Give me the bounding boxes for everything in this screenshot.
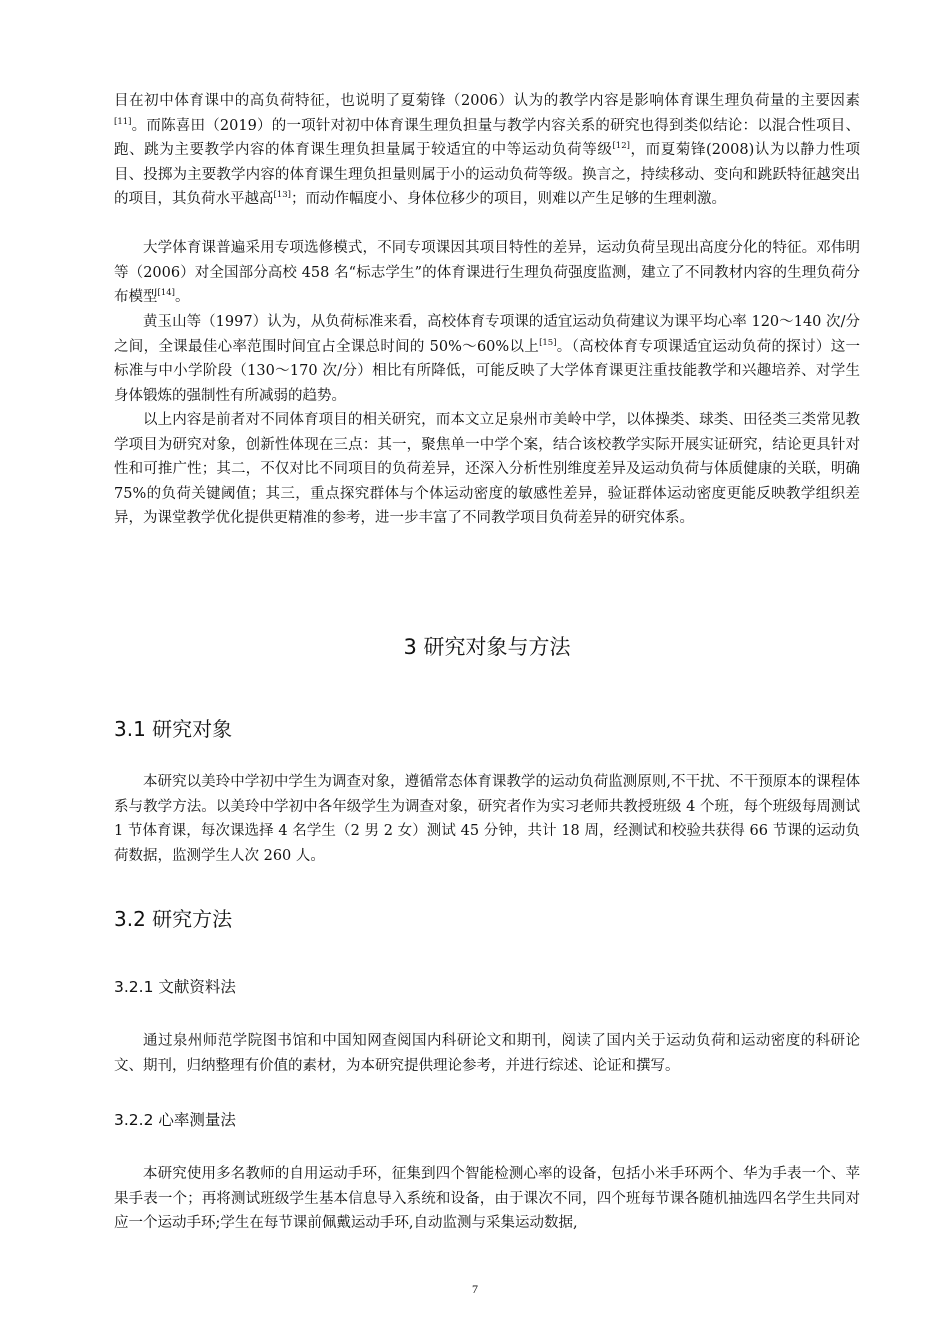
citation-ref: [15] [539, 337, 557, 348]
citation-ref: [13] [273, 190, 291, 201]
paragraph-research-subjects [114, 770, 860, 868]
chapter-title: 3 研究对象与方法 [403, 635, 571, 659]
citation-ref: [11] [114, 116, 132, 127]
citation-ref: [12] [612, 141, 630, 152]
page-number: 7 [472, 1282, 478, 1296]
paragraph-text: 。而陈喜田（2019）的一项针对初中体育课生理负担量与教学内容关系的研究也得到类似结论：以混合性项目、跑、跳为主要教学内容的体育课生理负担量属于较适宜的中等运动负荷等级 [114, 117, 860, 158]
paragraph-text: ，而夏菊锋(2008)认为以静力性项目、投掷为主要教学内容的体育课生理负担量则属于小的运动负荷等级。换言之，持续移动、变向和跳跃特征越突出的项目，其负荷水平越高 [114, 142, 861, 207]
section-heading-subjects [114, 713, 860, 742]
section-heading-methods [114, 903, 860, 932]
paragraph-text: 本研究使用多名教师的自用运动手环，征集到四个智能检测心率的设备，包括小米手环两个、华为手表一个、苹果手表一个；再将测试班级学生基本信息导入系统和设备，由于课次不同，四个班每节课各随机抽选四名学生共同对应一个运动手环;学生在每节课前佩戴运动手环,自动监测与采集运动数据, [114, 1166, 860, 1231]
citation-ref: [14] [157, 288, 175, 299]
paragraph-literature-method [114, 1029, 860, 1078]
paragraph-innovation-summary [114, 408, 860, 531]
section-title: 3.2 研究方法 [114, 907, 233, 931]
paragraph-text: 黄玉山等（1997）认为，从负荷标准来看，高校体育专项课的适宜运动负荷建议为课平均心率 120～140 次/分之间，全课最佳心率范围时间宜占全课总时间的 50%～60%以上 [114, 314, 860, 355]
subsection-heading-heart-rate [114, 1108, 860, 1130]
paragraph-text: 本研究以美玲中学初中学生为调查对象，遵循常态体育课教学的运动负荷监测原则,不干扰、不干预原本的课程体系与教学方法。以美玲中学初中各年级学生为调查对象，研究者作为实习老师共教授班级 4 个班，每个班级每周测试 1 节体育课，每次课选择 4 名学生（2 男 2 女）测试 45 分钟，共计 18 周，经测试和校验共获得 66 节课的运动负荷数据，监测学生人次 260 人。 [114, 774, 860, 864]
paragraph-text: 。（高校体育专项课适宜运动负荷的探讨）这一标准与中小学阶段（130～170 次/分）相比有所降低，可能反映了大学体育课更注重技能教学和兴趣培养、对学生身体锻炼的强制性有所减弱的趋势。 [114, 338, 860, 404]
paragraph-text: 目在初中体育课中的高负荷特征，也说明了夏菊锋（2006）认为的教学内容是影响体育课生理负荷量的主要因素 [114, 93, 860, 109]
subsection-title: 3.2.2 心率测量法 [114, 1111, 236, 1129]
paragraph-text: 大学体育课普遍采用专项选修模式，不同专项课因其项目特性的差异，运动负荷呈现出高度分化的特征。邓伟明等（2006）对全国部分高校 458 名“标志学生”的体育课进行生理负荷强度监测，建立了不同教材内容的生理负荷分布模型 [114, 240, 860, 305]
section-title: 3.1 研究对象 [114, 717, 233, 741]
chapter-heading [114, 631, 860, 661]
paragraph-text: ；而动作幅度小、身体位移少的项目，则难以产生足够的生理刺激。 [290, 191, 726, 207]
paragraph-text: 通过泉州师范学院图书馆和中国知网查阅国内科研论文和期刊，阅读了国内关于运动负荷和运动密度的科研论文、期刊，归纳整理有价值的素材，为本研究提供理论参考，并进行综述、论证和撰写。 [114, 1033, 860, 1074]
subsection-heading-literature [114, 975, 860, 997]
paragraph-heart-rate-method [114, 1162, 860, 1236]
paragraph-university-pe [114, 236, 860, 310]
paragraph-text: 。 [174, 289, 190, 305]
paragraph-load-standard [114, 310, 860, 408]
subsection-title: 3.2.1 文献资料法 [114, 978, 236, 996]
paragraph-review-junior-high [114, 89, 860, 212]
paragraph-text: 以上内容是前者对不同体育项目的相关研究，而本文立足泉州市美岭中学，以体操类、球类、田径类三类常见教学项目为研究对象，创新性体现在三点：其一，聚焦单一中学个案，结合该校教学实际开展实证研究，结论更具针对性和可推广性；其二，不仅对比不同项目的负荷差异，还深入分析性别维度差异及运动负荷与体质健康的关联，明确 75%的负荷关键阈值；其三，重点探究群体与个体运动密度的敏感性差异，验证群体运动密度更能反映教学组织差异，为课堂教学优化提供更精准的参考，进一步丰富了不同教学项目负荷差异的研究体系。 [114, 412, 860, 526]
